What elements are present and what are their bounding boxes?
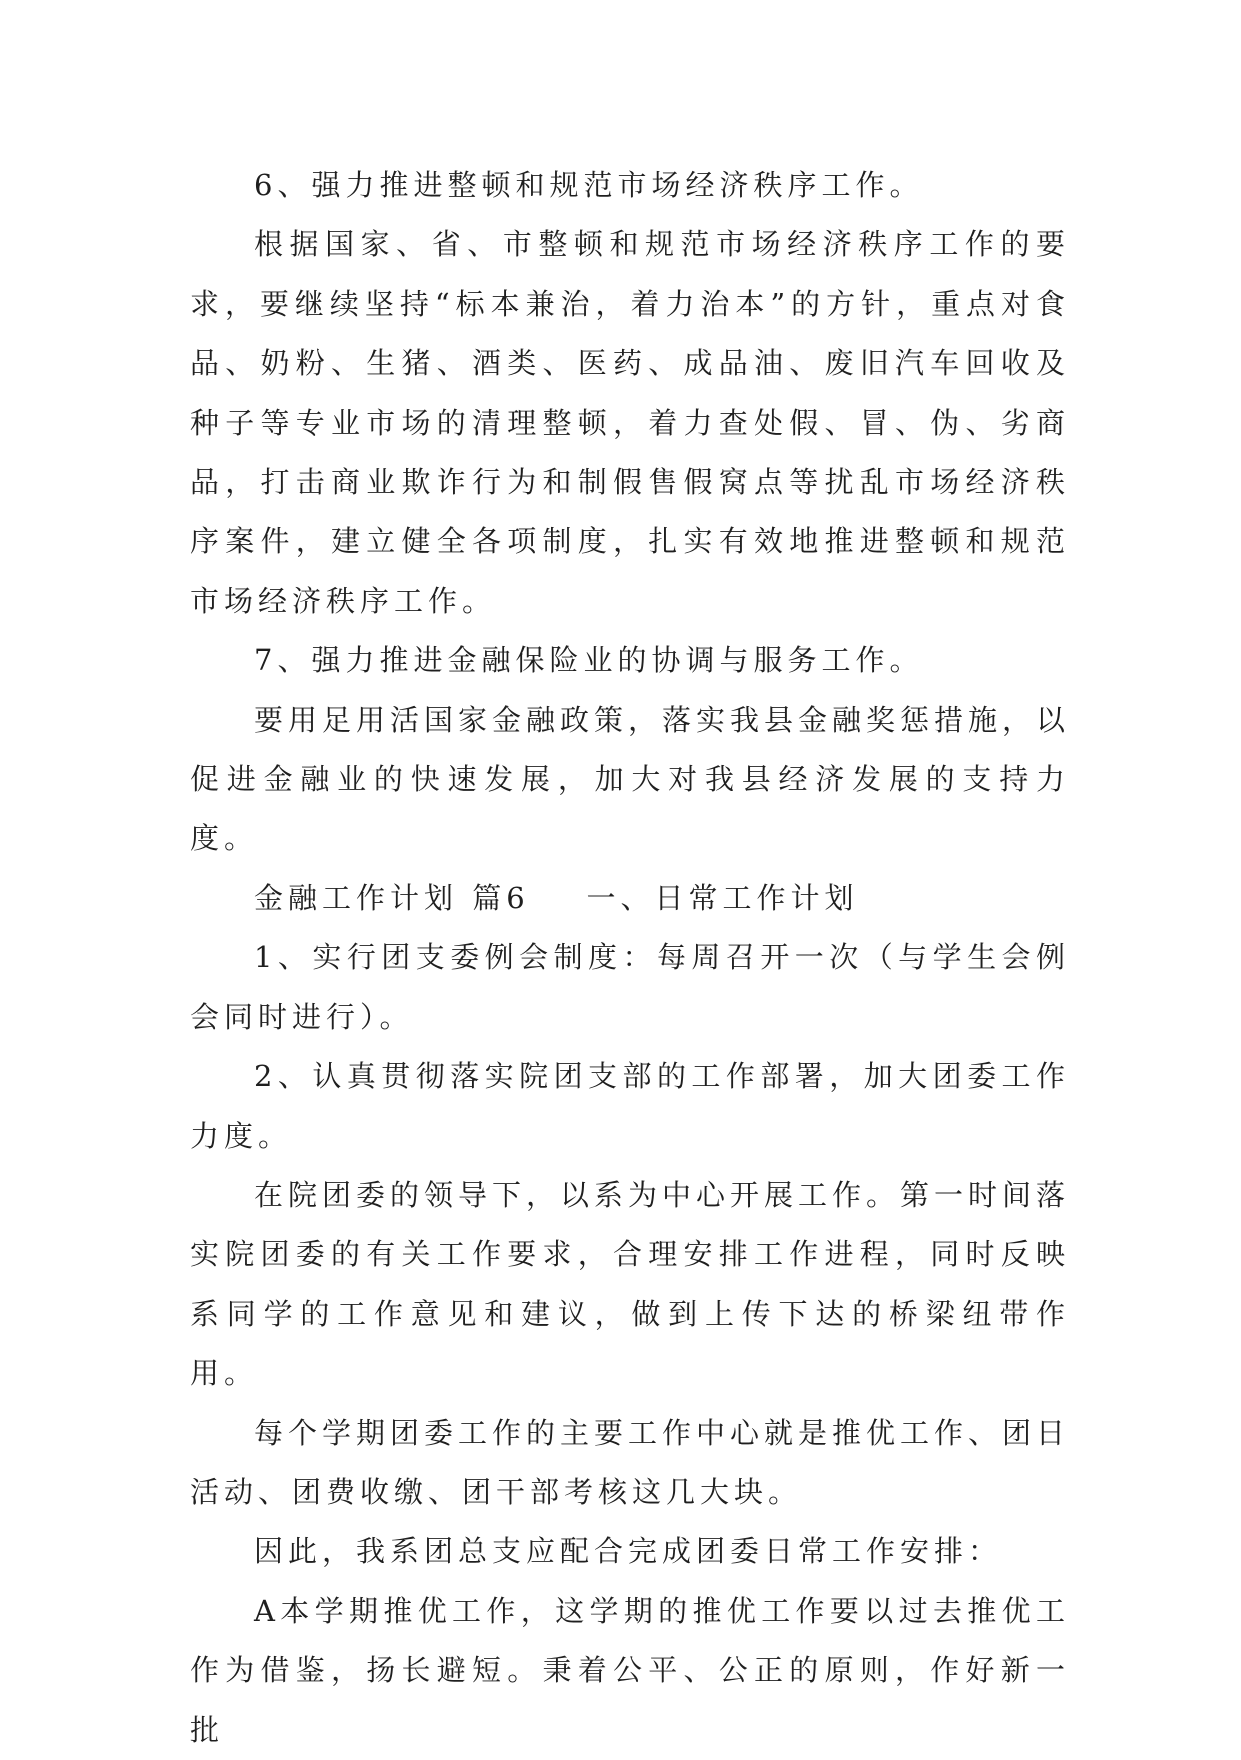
section-heading-7: 7、强力推进金融保险业的协调与服务工作。 [254,643,924,678]
body-paragraph: 根据国家、省、市整顿和规范市场经济秩序工作的要求，要继续坚持“标本兼治，着力治本”的方针，重点对食品、奶粉、生猪、酒类、医药、成品油、废旧汽车回收及种子等专业市场的清理整顿，着力查处假、冒、伪、劣商品，打击商业欺诈行为和制假售假窝点等扰乱市场经济秩序案件，建立健全各项制度，扎实有效地推进整顿和规范市场经济秩序工作。 [190,227,1070,618]
body-paragraph: A本学期推优工作，这学期的推优工作要以过去推优工作为借鉴，扬长避短。秉着公平、公正的原则，作好新一批 [190,1593,1070,1747]
document-body [190,156,1070,1760]
body-paragraph: 每个学期团委工作的主要工作中心就是推优工作、团日活动、团费收缴、团干部考核这几大块。 [190,1415,1071,1509]
list-item: 1、实行团支委例会制度：每周召开一次（与学生会例会同时进行）。 [190,940,1070,1034]
body-paragraph: 要用足用活国家金融政策，落实我县金融奖惩措施，以促进金融业的快速发展，加大对我县经济发展的支持力度。 [190,702,1071,856]
article-title: 金融工作计划 篇6 一、日常工作计划 [254,880,859,915]
body-paragraph: 在院团委的领导下，以系为中心开展工作。第一时间落实院团委的有关工作要求，合理安排工作进程，同时反映系同学的工作意见和建议，做到上传下达的桥梁纽带作用。 [190,1177,1071,1391]
list-item: 2、认真贯彻落实院团支部的工作部署，加大团委工作力度。 [190,1059,1070,1153]
section-heading-6: 6、强力推进整顿和规范市场经济秩序工作。 [254,168,924,202]
body-paragraph: 因此，我系团总支应配合完成团委日常工作安排： [254,1534,1003,1569]
